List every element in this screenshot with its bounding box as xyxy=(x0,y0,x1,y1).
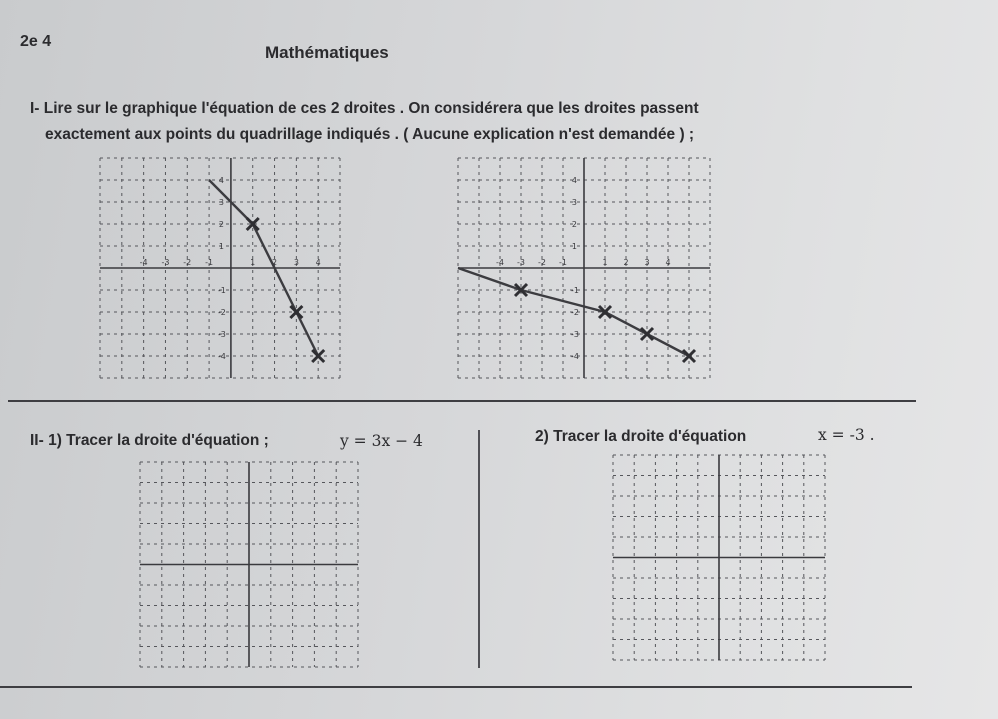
exercise-2-question-2: 2) Tracer la droite d'équation xyxy=(535,428,747,445)
x-tick-label: 2 xyxy=(623,258,629,267)
y-tick-label: -3 xyxy=(571,330,579,339)
x-tick-label: -2 xyxy=(183,258,192,267)
blank-grid-question-1 xyxy=(140,462,358,667)
equation-y-3x-4: y = 3x − 4 xyxy=(340,432,423,450)
x-tick-label: -3 xyxy=(161,258,170,267)
y-tick-label: -1 xyxy=(217,286,226,295)
exercise-1-instruction-line1: I- Lire sur le graphique l'équation de ces 2 droites . On considérera que les droites passent xyxy=(30,100,699,117)
blank-grid-question-2 xyxy=(613,455,825,660)
y-tick-label: 3 xyxy=(218,198,224,207)
equation-x-minus-3: x = -3 . xyxy=(818,426,875,444)
y-tick-label: -4 xyxy=(217,352,226,361)
subject-title: Mathématiques xyxy=(265,43,389,62)
graph-line-1 xyxy=(100,158,340,378)
x-tick-label: 1 xyxy=(250,258,256,267)
x-tick-label: -1 xyxy=(559,258,567,267)
x-tick-label: 4 xyxy=(665,258,671,267)
x-tick-label: -4 xyxy=(139,258,148,267)
x-tick-label: 3 xyxy=(644,258,650,267)
page-bottom-rule xyxy=(0,686,912,688)
exercise-1-instruction-line2: exactement aux points du quadrillage indiqués . ( Aucune explication n'est demandée ) ; xyxy=(45,126,695,143)
marked-point-cross xyxy=(312,350,324,362)
x-tick-label: -3 xyxy=(517,258,525,267)
y-tick-label: -2 xyxy=(571,308,579,317)
y-tick-label: 3 xyxy=(571,198,577,207)
x-tick-label: 1 xyxy=(602,258,608,267)
column-divider xyxy=(478,430,480,668)
x-tick-label: -1 xyxy=(205,258,214,267)
x-tick-label: 4 xyxy=(315,258,321,267)
y-tick-label: 2 xyxy=(571,220,577,229)
x-tick-label: -2 xyxy=(538,258,546,267)
x-tick-label: 3 xyxy=(293,258,299,267)
y-tick-label: 1 xyxy=(218,242,224,251)
exercise-2-question-1: II- 1) Tracer la droite d'équation ; xyxy=(30,432,269,449)
y-tick-label: -4 xyxy=(571,352,579,361)
y-tick-label: 4 xyxy=(571,176,577,185)
y-tick-label: 4 xyxy=(218,176,224,185)
y-tick-label: -2 xyxy=(217,308,226,317)
class-label: 2e 4 xyxy=(20,33,52,50)
y-tick-label: -1 xyxy=(571,286,579,295)
x-tick-label: 2 xyxy=(271,258,278,267)
y-tick-label: -3 xyxy=(217,330,226,339)
y-tick-label: 1 xyxy=(571,242,577,251)
y-tick-label: 2 xyxy=(218,220,224,229)
graph-line-2 xyxy=(458,158,710,378)
section-divider xyxy=(8,400,916,402)
x-tick-label: -4 xyxy=(496,258,504,267)
